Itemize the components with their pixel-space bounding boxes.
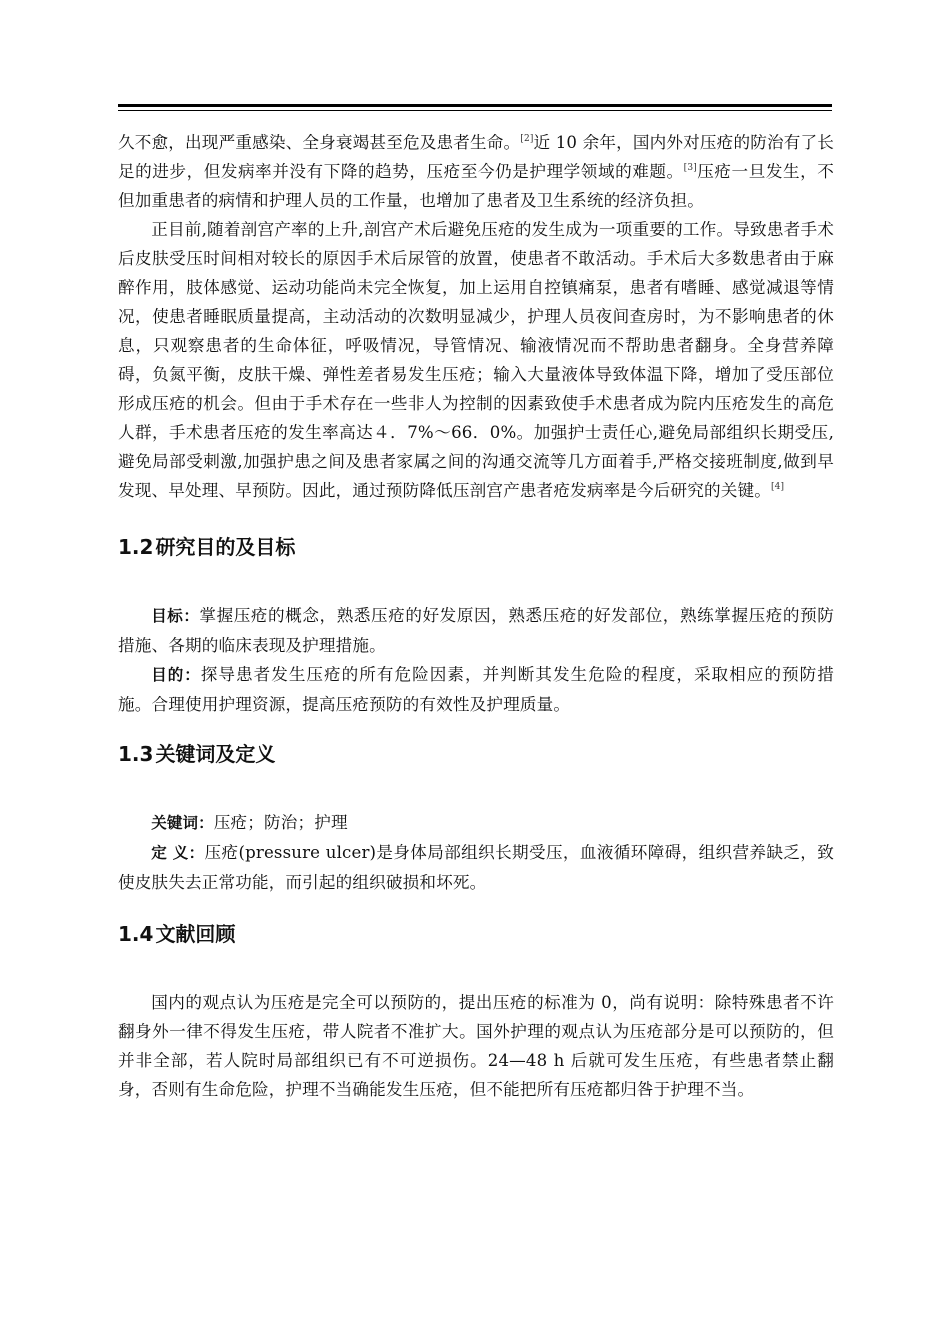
keywords-label: 关键词： — [151, 814, 214, 832]
citation-ref-2: [2] — [520, 134, 534, 144]
header-rule-thick — [118, 104, 832, 107]
section-heading-1-2: 1.2 研究目的及目标 — [118, 535, 296, 559]
page-body — [118, 128, 834, 1104]
purpose-label: 目的： — [151, 666, 201, 684]
literature-review-paragraph: 国内的观点认为压疮是完全可以预防的，提出压疮的标准为 0，尚有说明：除特殊患者不许翻身外一律不得发生压疮，带人院者不准扩大。国外护理的观点认为压疮部分是可以预防的，但并非全部，若人院时局部组织已有不可逆损伤。24—48 h 后就可发生压疮，有些患者禁止翻身，否则有生命危险，护理不当确能发生压疮，但不能把所有压疮都归咎于护理不当。 — [118, 993, 834, 1099]
intro-paragraph-1: 久不愈，出现严重感染、全身衰竭甚至危及患者生命。[2]近 10 余年，国内外对压疮的防治有了长足的进步，但发病率并没有下降的趋势，压疮至今仍是护理学领域的难题。[3]压疮一旦发生，不但加重患者的病情和护理人员的工作量，也增加了患者及卫生系统的经济负担。 — [118, 133, 835, 210]
goal-paragraph: 目标：掌握压疮的概念，熟悉压疮的好发原因，熟悉压疮的好发部位，熟练掌握压疮的预防措施、各期的临床表现及护理措施。 — [118, 606, 834, 655]
definition-paragraph: 定 义：压疮(pressure ulcer)是身体局部组织长期受压，血液循环障碍，组织营养缺乏，致使皮肤失去正常功能，而引起的组织破损和坏死。 — [118, 843, 835, 892]
citation-ref-3: [3] — [683, 163, 697, 173]
intro-paragraph-2: 正目前,随着剖宫产率的上升,剖宫产术后避免压疮的发生成为一项重要的工作。导致患者手术后皮肤受压时间相对较长的原因手术后尿管的放置，使患者不敢活动。手术后大多数患者由于麻醉作用，肢体感觉、运动功能尚未完全恢复，加上运用自控镇痛泵，患者有嗜睡、感觉减退等情况，使患者睡眠质量提高，主动活动的次数明显减少，护理人员夜间查房时，为不影响患者的休息，只观察患者的生命体征，呼吸情况，导管情况、输液情况而不帮助患者翻身。全身营养障碍，负氮平衡，皮肤干燥、弹性差者易发生压疮；输入大量液体导致体温下降，增加了受压部位形成压疮的机会。但由于手术存在一些非人为控制的因素致使手术患者成为院内压疮发生的高危人群，手术患者压疮的发生率高达４．7%～66．0%。加强护士责任心,避免局部组织长期受压,避免局部受刺激,加强护患之间及患者家属之间的沟通交流等几方面着手,严格交接班制度,做到早发现、早处理、早预防。因此，通过预防降低压剖宫产患者疮发病率是今后研究的关键。[4] — [118, 220, 834, 500]
citation-ref-4: [4] — [771, 482, 785, 492]
definition-label: 定 义： — [151, 844, 205, 862]
keywords-paragraph: 关键词：压疮；防治；护理 — [151, 813, 348, 832]
goal-label: 目标： — [151, 607, 200, 625]
section-heading-1-3: 1.3 关键词及定义 — [118, 742, 276, 766]
section-heading-1-4: 1.4 文献回顾 — [118, 922, 236, 946]
purpose-paragraph: 目的：探导患者发生压疮的所有危险因素，并判断其发生危险的程度，采取相应的预防措施。合理使用护理资源，提高压疮预防的有效性及护理质量。 — [118, 665, 834, 714]
header-rule-thin — [118, 110, 832, 111]
